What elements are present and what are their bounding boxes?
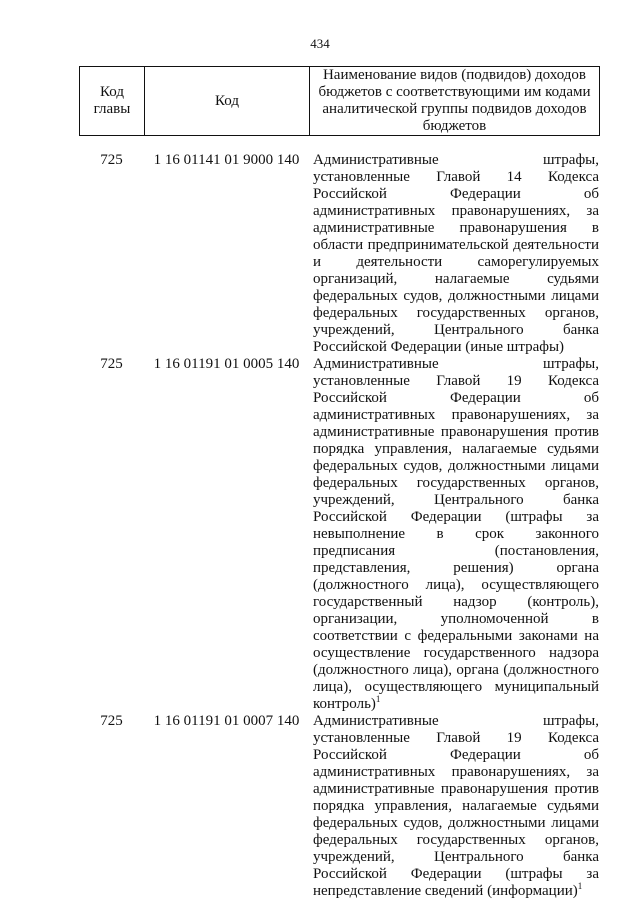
income-code-cell: 1 16 01191 01 0005 140 <box>153 356 300 372</box>
income-name-text: Административные штрафы, установленные Главой 19 Кодекса Российской Федерации об административных правонарушениях, за административные правонарушения против порядка управления, налагаемые судьями федеральных судов, должностными лицами федеральных государственных органов, учреждений, Центрального банка Российской Федерации (штрафы за непредставление сведений (информации) <box>313 713 599 899</box>
table-row <box>79 713 599 900</box>
header-code: Код <box>145 67 310 136</box>
income-name-cell <box>309 356 599 713</box>
header-chapter-code: Код главы <box>80 67 145 136</box>
table-row <box>79 152 599 356</box>
chapter-code-cell: 725 <box>100 152 123 168</box>
income-name-cell <box>309 713 599 900</box>
footnote-mark: 1 <box>375 694 381 704</box>
chapter-code-cell: 725 <box>100 356 123 372</box>
table-header <box>79 66 600 136</box>
page-number: 434 <box>310 36 330 51</box>
chapter-code-cell: 725 <box>100 713 123 729</box>
income-name-cell <box>309 152 599 356</box>
income-name-text: Административные штрафы, установленные Главой 19 Кодекса Российской Федерации об административных правонарушениях, за административные правонарушения против порядка управления, налагаемые судьями федеральных судов, должностными лицами федеральных государственных органов, учреждений, Центрального банка Российской Федерации (штрафы за невыполнение в срок законного предписания (постановления, представления, решения) органа (должностного лица), осуществляющего государственный надзор (контроль), организации, уполномоченной в соответствии с федеральными законами на осуществление государственного надзора (должностного лица), органа (должностного лица), осуществляющего муниципальный контроль) <box>313 356 599 712</box>
table-body <box>79 152 599 900</box>
income-code-cell: 1 16 01141 01 9000 140 <box>153 152 300 168</box>
income-code-cell: 1 16 01191 01 0007 140 <box>153 713 300 729</box>
header-name: Наименование видов (подвидов) доходов бюджетов с соответствующими им кодами аналитической группы подвидов доходов бюджетов <box>310 67 600 136</box>
footnote-mark: 1 <box>577 881 583 891</box>
table-row <box>79 356 599 713</box>
income-name-text: Административные штрафы, установленные Главой 14 Кодекса Российской Федерации об административных правонарушениях, за административные правонарушения в области предпринимательской деятельности и деятельности саморегулируемых организаций, налагаемые судьями федеральных судов, должностными лицами федеральных государственных органов, учреждений, Центрального банка Российской Федерации (иные штрафы) <box>313 152 599 355</box>
